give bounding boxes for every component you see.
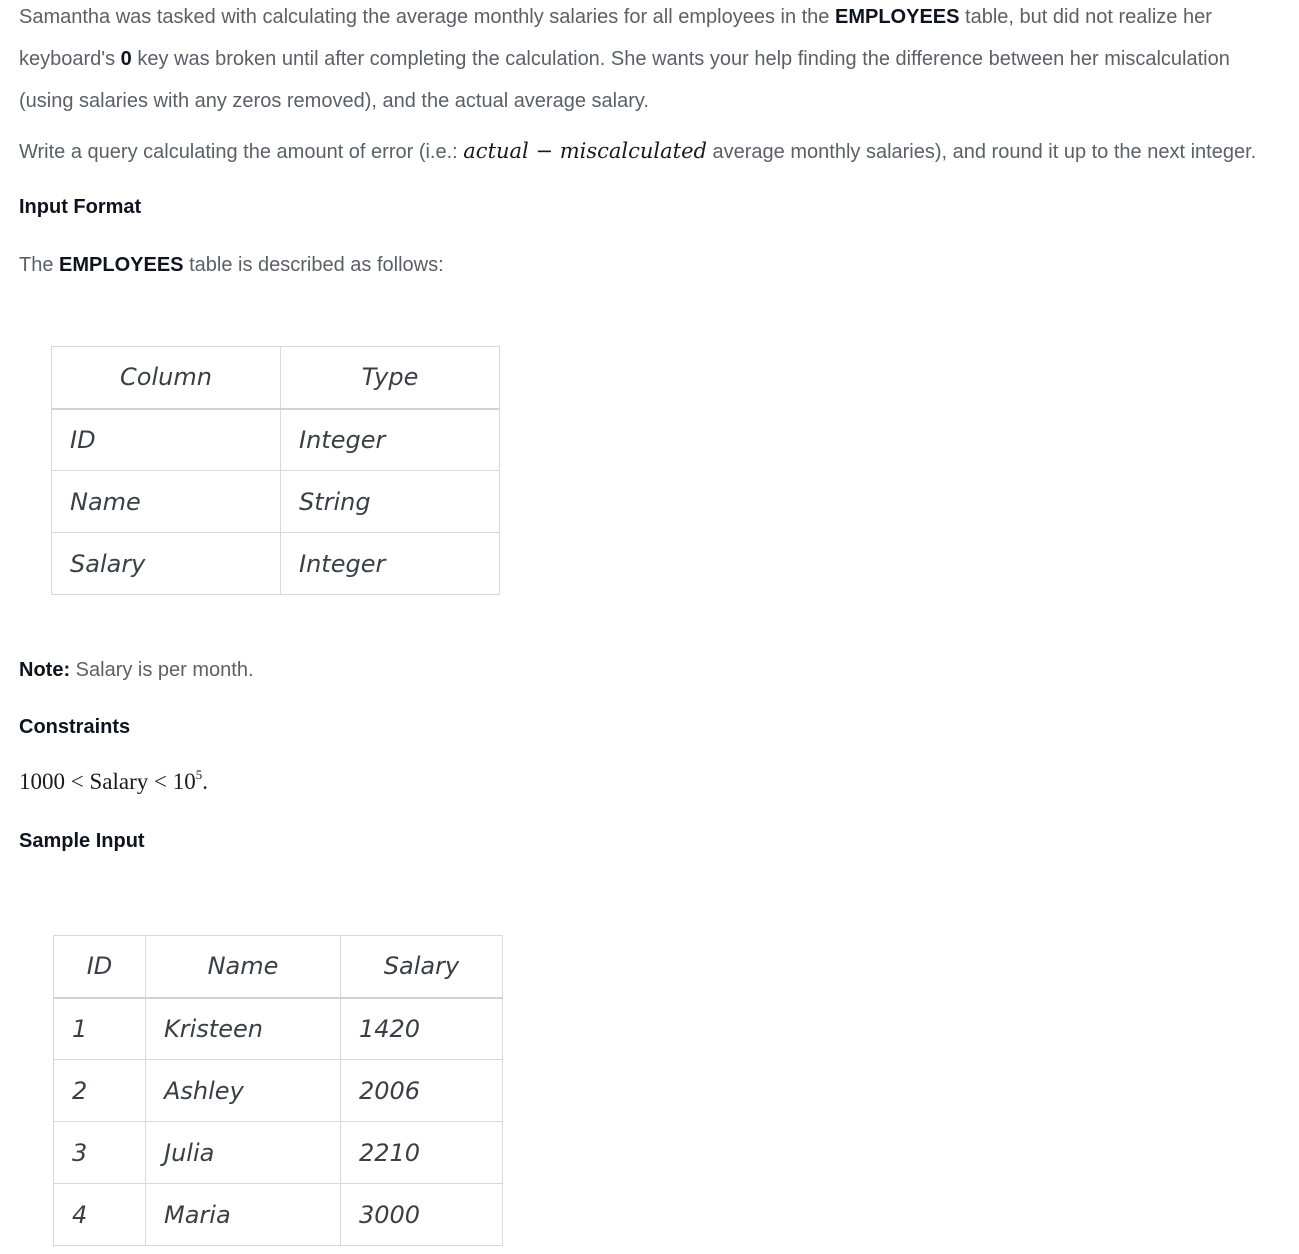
table-row [52,409,500,471]
table-cell: 2 [54,1060,146,1122]
table-row [52,533,500,595]
task-description: Write a query calculating the amount of error (i.e.: actual − miscalculated average monthly salaries), and round it up to the next integer. [19,139,1257,163]
table-cell: 1420 [341,998,503,1060]
table-cell: Integer [281,533,500,595]
intro-line-1: Samantha was tasked with calculating the average monthly salaries for all employees in the EMPLOYEES table, but did not realize her [19,6,1212,28]
constraints-heading: Constraints [19,716,131,738]
schema-table [51,346,500,595]
table-row [54,1122,503,1184]
note-text: Salary is per month. [70,659,254,681]
table-cell: 4 [54,1184,146,1246]
table-row [54,998,503,1060]
table-header-row [52,347,500,409]
note-label: Note: [19,659,71,681]
table-cell: Maria [146,1184,341,1246]
table-cell: Salary [52,533,281,595]
zero-key: 0 [120,48,132,70]
table-cell: 3000 [341,1184,503,1246]
table-cell: String [281,471,500,533]
exponent: 5 [195,767,203,782]
math-miscalculated: miscalculated [559,139,707,163]
input-format-heading: Input Format [19,196,142,218]
math-minus: − [528,139,560,163]
math-actual: actual [463,139,529,163]
intro-line-3: (using salaries with any zeros removed), and the actual average salary. [19,90,649,112]
column-header: Column [52,347,281,409]
name-header: Name [146,936,341,998]
table-row [54,1060,503,1122]
table-cell: 2210 [341,1122,503,1184]
table-cell: Name [52,471,281,533]
note [19,659,254,682]
id-header: ID [54,936,146,998]
sample-input-heading: Sample Input [19,830,145,852]
intro-line-2: keyboard's 0 key was broken until after completing the calculation. She wants your help finding the difference between her miscalculation [19,48,1230,70]
table-cell: 3 [54,1122,146,1184]
table-cell: Ashley [146,1060,341,1122]
table-cell: 1 [54,998,146,1060]
table-cell: Julia [146,1122,341,1184]
table-cell: Integer [281,409,500,471]
table-cell: Kristeen [146,998,341,1060]
table-header-row [54,936,503,998]
sample-input-table [53,935,503,1246]
input-format-description: The EMPLOYEES table is described as follows: [19,254,444,276]
salary-header: Salary [341,936,503,998]
table-cell: 2006 [341,1060,503,1122]
table-row [54,1184,503,1246]
table-row [52,471,500,533]
type-header: Type [281,347,500,409]
employees-table-name: EMPLOYEES [835,6,960,28]
table-cell: ID [52,409,281,471]
constraint-formula: 1000 < Salary < $10^5$. [19,767,208,794]
